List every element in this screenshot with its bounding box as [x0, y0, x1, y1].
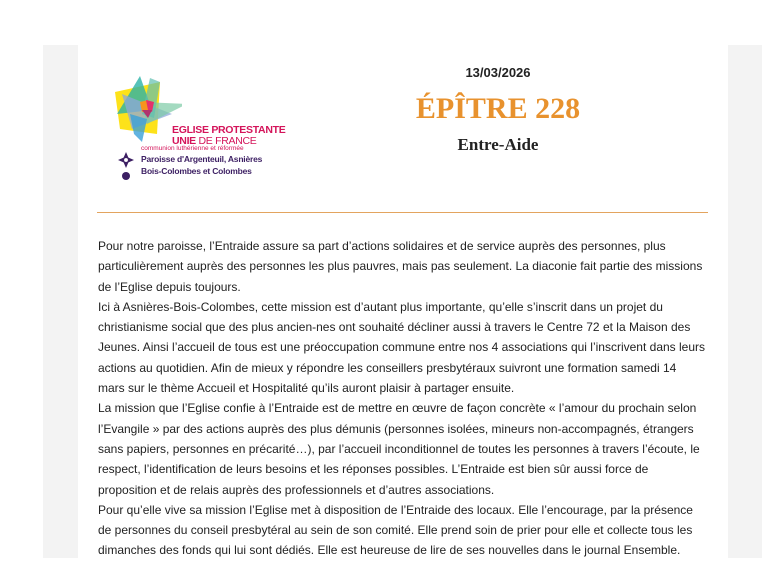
body-text-line: Ici à Asnières-Bois-Colombes, cette mission est d’autant plus importante, qu’elle s’inscrit dans un projet du — [98, 299, 663, 314]
body-text-line: proposition et de relais auprès des professionnels et d’autres associations. — [98, 482, 495, 497]
issue-date: 13/03/2026 — [465, 65, 531, 80]
article-body — [98, 236, 705, 561]
logo-line-5: Bois-Colombes et Colombes — [141, 166, 252, 176]
body-text-line: dimanches des fonds qui lui sont dédiés. Elle est heureuse de lire de ses nouvelles dans le journal Ensemble. — [98, 543, 681, 558]
body-text-line: l’Evangile » par des actions auprès des plus démunis (personnes isolées, mineurs non-accompagnés, étrangers — [98, 421, 694, 436]
logo-de-france: DE FRANCE — [195, 135, 257, 147]
body-text-line: de personnes du conseil presbytéral au sein de son comité. Elle prend soin de prier pour elle et collecte tous les — [98, 523, 693, 538]
body-text-line: mars sur le thème Accueil et Hospitalité qu’ils auront plaisir à partager ensuite. — [98, 381, 515, 396]
church-logo — [112, 74, 286, 184]
body-text-line: particulièrement auprès des personnes les plus pauvres, mais pas seulement. La diaconie fait partie des missions — [98, 259, 703, 274]
body-text-line: Pour notre paroisse, l’Entraide assure sa part d’actions solidaires et de service auprès des personnes, plus — [98, 239, 666, 253]
article-subtitle: Entre-Aide — [457, 135, 539, 154]
newsletter-title: ÉPÎTRE 228 — [415, 92, 581, 125]
body-text-line: La mission que l’Eglise confie à l’Entraide est de mettre en œuvre de façon concrète « l’amour du prochain selon — [98, 401, 697, 416]
body-text-line: christianisme social que des plus ancien-nes ont souhaité décliner aussi à travers le Centre 72 et la Maison des — [98, 320, 691, 335]
body-text-line: respect, l’identification de leurs besoins et les réponses possibles. L’Entraide est bien sûr aussi force de — [98, 462, 649, 477]
body-text-line: Pour qu’elle vive sa mission l’Eglise met à disposition de l’Entraide des locaux. Elle l’encourage, par la présence — [98, 502, 693, 517]
header-divider — [97, 212, 708, 213]
logo-unie: UNIE — [172, 135, 196, 147]
huguenot-cross-icon — [116, 150, 136, 182]
logo-line-4: Paroisse d'Argenteuil, Asnières — [141, 154, 263, 164]
right-margin-panel — [728, 45, 762, 558]
body-text-line: de l’Eglise depuis toujours. — [98, 279, 241, 294]
body-text-line: actions au quotidien. Afin de mieux y répondre les conseillers presbytéraux suivront une formation samedi 14 — [98, 360, 677, 375]
left-margin-panel — [43, 45, 78, 558]
body-text-line: Jeunes. Ainsi l’accueil de tous est une préoccupation commune entre nos 4 associations qui l’inscrivent dans leurs — [98, 340, 706, 355]
logo-line-1: EGLISE PROTESTANTE — [172, 124, 286, 136]
body-text-line: sans papiers, personnes en précarité…), par l’accueil inconditionnel de toutes les personnes à travers l’écoute, le — [98, 441, 700, 456]
logo-line-3: communion luthérienne et réformée — [141, 145, 244, 152]
